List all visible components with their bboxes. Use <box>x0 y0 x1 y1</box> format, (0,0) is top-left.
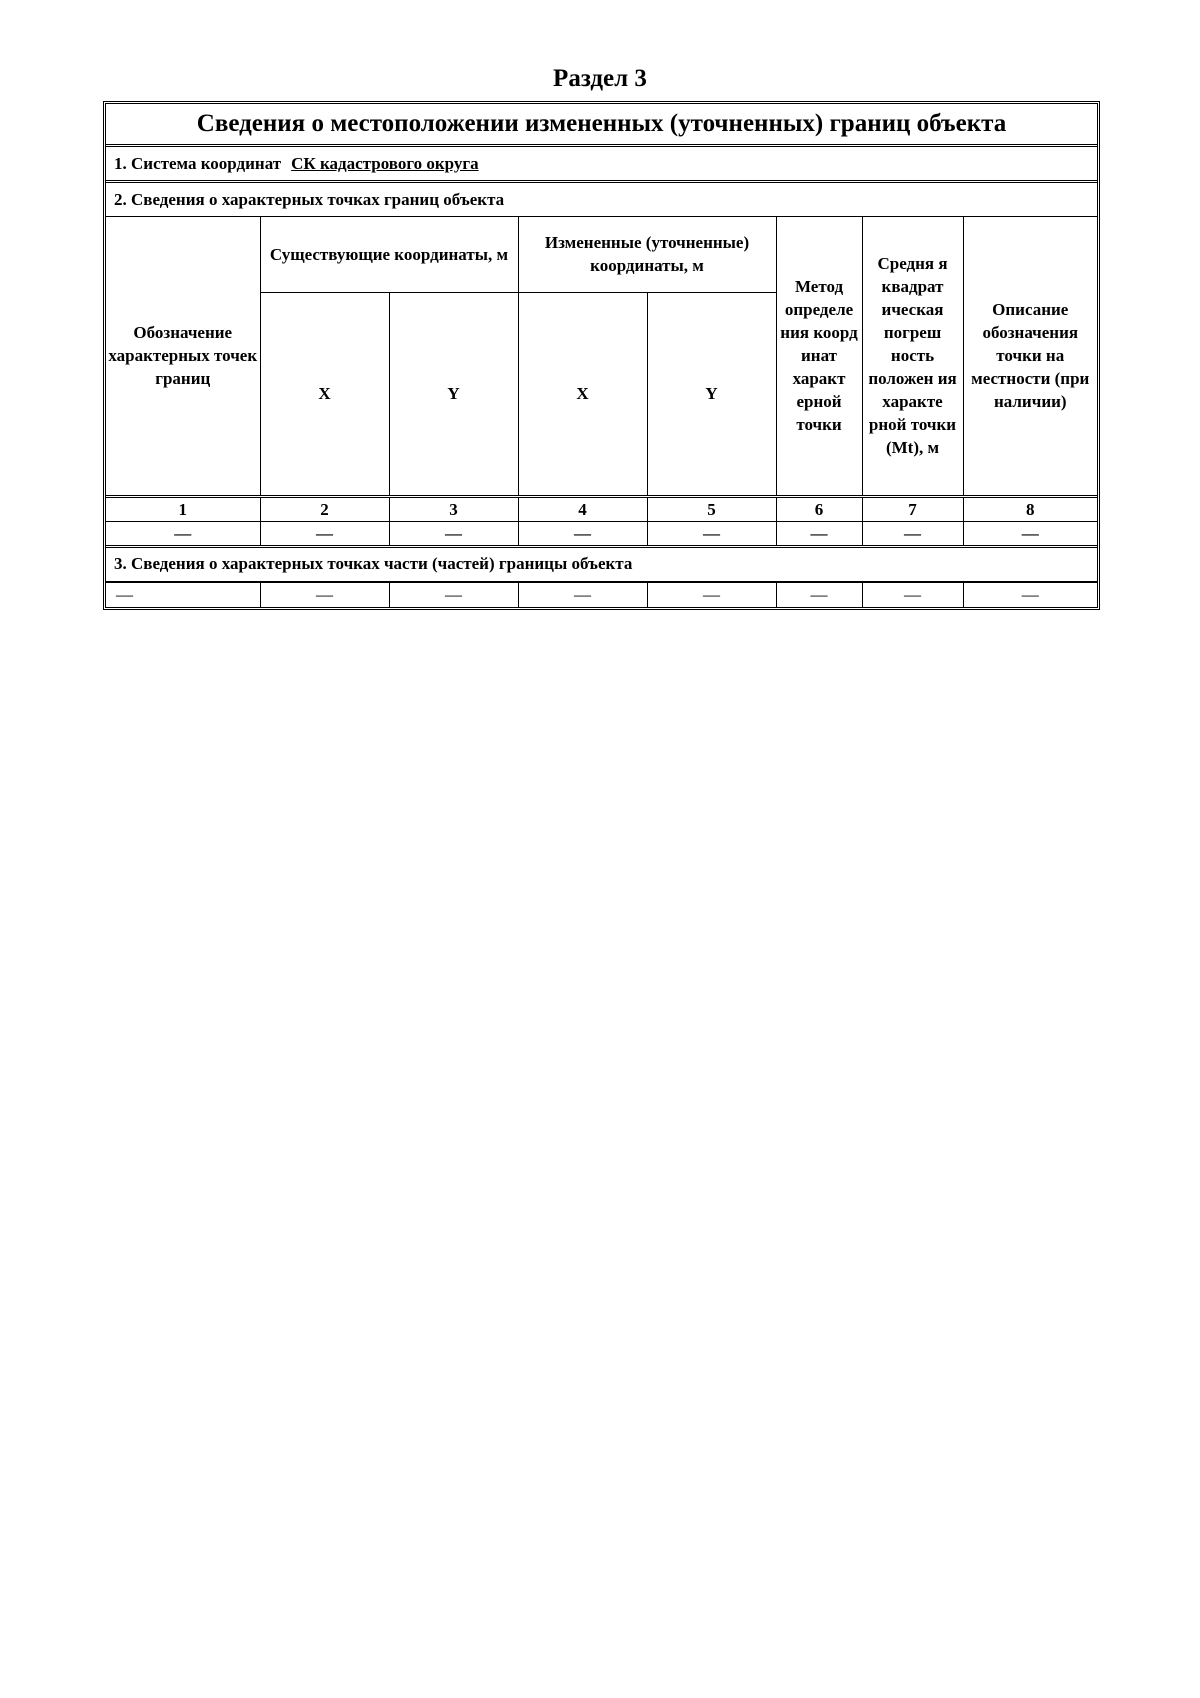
table-row <box>106 582 1097 607</box>
coordinate-system-value: СК кадастрового округа <box>291 153 479 173</box>
table-cell: — <box>389 582 518 607</box>
boundary-data-table <box>103 101 1100 610</box>
table-cell: — <box>963 521 1097 545</box>
parts-table <box>106 582 1097 607</box>
points-table <box>106 217 1097 545</box>
main-title: Сведения о местоположении измененных (уточненных) границ объекта <box>106 104 1097 147</box>
table-cell: — <box>862 582 963 607</box>
column-number: 6 <box>776 496 862 521</box>
header-changed-coordinates: Измененные (уточненные) координаты, м <box>518 217 776 292</box>
table-cell: — <box>862 521 963 545</box>
column-number: 5 <box>647 496 776 521</box>
table-cell: — <box>260 521 389 545</box>
header-existing-x: X <box>260 292 389 496</box>
header-mean-square-error: Средня я квадрат ическая погреш ность положен ия характе рной точки (Mt), м <box>862 217 963 496</box>
coordinate-system-label: 1. Система координат <box>114 153 282 173</box>
column-number: 1 <box>106 496 260 521</box>
header-designation: Обозначение характерных точек границ <box>106 217 260 496</box>
header-changed-x: X <box>518 292 647 496</box>
table-cell: — <box>518 521 647 545</box>
column-number: 3 <box>389 496 518 521</box>
table-cell: — <box>260 582 389 607</box>
section-title: Раздел 3 <box>553 65 647 92</box>
points-block-title: 2. Сведения о характерных точках границ объекта <box>106 183 1097 217</box>
header-existing-y: Y <box>389 292 518 496</box>
table-cell: — <box>776 582 862 607</box>
header-existing-coordinates: Существующие координаты, м <box>260 217 518 292</box>
table-cell: — <box>106 582 260 607</box>
column-number-row <box>106 496 1097 521</box>
table-cell: — <box>518 582 647 607</box>
coordinate-system-row <box>106 147 1097 183</box>
header-method: Метод определе ния коорд инат характ ерной точки <box>776 217 862 496</box>
parts-block-title: 3. Сведения о характерных точках части (частей) границы объекта <box>106 545 1097 582</box>
table-cell: — <box>389 521 518 545</box>
column-number: 2 <box>260 496 389 521</box>
header-changed-y: Y <box>647 292 776 496</box>
header-description: Описание обозначения точки на местности (при наличии) <box>963 217 1097 496</box>
table-cell: — <box>963 582 1097 607</box>
table-cell: — <box>647 521 776 545</box>
table-cell: — <box>776 521 862 545</box>
column-number: 4 <box>518 496 647 521</box>
table-row <box>106 521 1097 545</box>
table-cell: — <box>647 582 776 607</box>
table-cell: — <box>106 521 260 545</box>
column-number: 7 <box>862 496 963 521</box>
column-number: 8 <box>963 496 1097 521</box>
